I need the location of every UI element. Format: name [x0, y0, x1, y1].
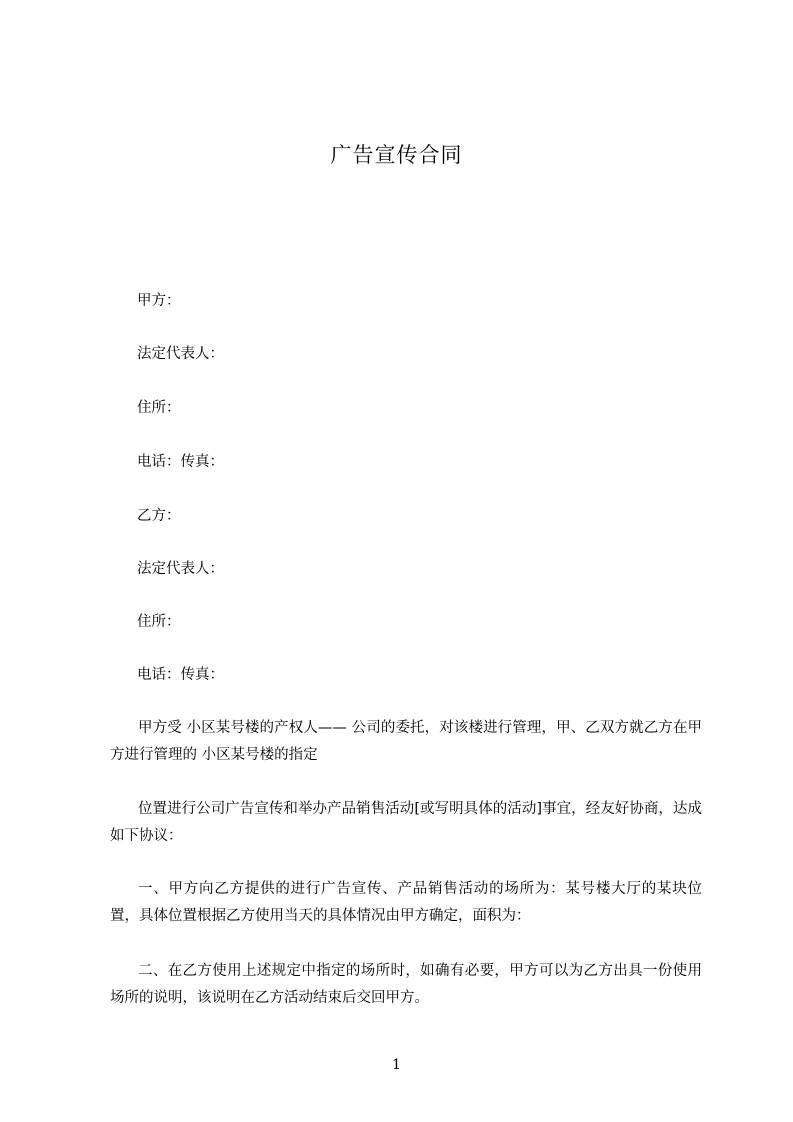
party-b-address-label: 住所： — [137, 614, 181, 630]
contract-paragraph-purpose: 位置进行公司广告宣传和举办产品销售活动[或写明具体的活动]事宜，经友好协商，达成如下协议： — [110, 801, 702, 844]
party-a-phone-fax-label: 电话：传真： — [137, 454, 224, 470]
party-b-phone-fax-label: 电话：传真： — [137, 667, 224, 683]
party-a-address-label: 住所： — [137, 400, 181, 416]
page-number: 1 — [392, 1057, 401, 1073]
party-b-label: 乙方： — [137, 508, 181, 524]
party-a-legal-representative-label: 法定代表人： — [137, 346, 224, 362]
contract-clause-2: 二、在乙方使用上述规定中指定的场所时，如确有必要，甲方可以为乙方出具一份使用场所的说明，该说明在乙方活动结束后交回甲方。 — [110, 963, 702, 1006]
contract-paragraph-entrustment: 甲方受 小区某号楼的产权人—— 公司的委托，对该楼进行管理，甲、乙双方就乙方在甲方进行管理的 小区某号楼的指定 — [110, 720, 702, 763]
party-a-label: 甲方： — [137, 293, 181, 309]
document-title: 广告宣传合同 — [330, 143, 463, 167]
party-b-legal-representative-label: 法定代表人： — [137, 561, 224, 577]
contract-clause-1: 一、甲方向乙方提供的进行广告宣传、产品销售活动的场所为：某号楼大厅的某块位置，具体位置根据乙方使用当天的具体情况由甲方确定，面积为： — [110, 881, 702, 924]
